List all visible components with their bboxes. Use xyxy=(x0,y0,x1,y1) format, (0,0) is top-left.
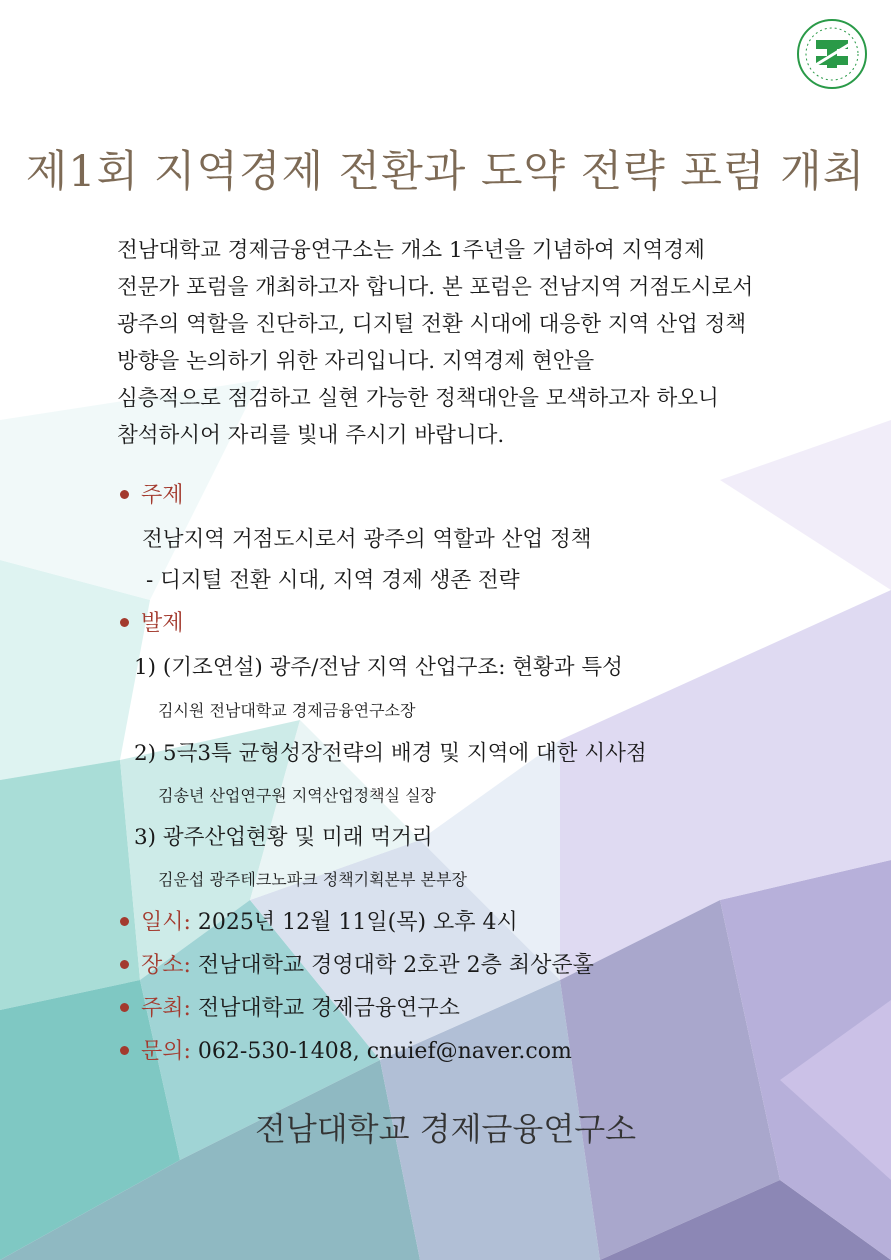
presentations-heading xyxy=(120,606,184,637)
detail-label: 장소: xyxy=(141,953,191,978)
presentation-title-3: 3) 광주산업현황 및 미래 먹거리 xyxy=(134,825,433,850)
intro-line: 광주의 역할을 진단하고, 디지털 전환 시대에 대응한 지역 산업 정책 xyxy=(117,312,747,337)
detail-label: 주최: xyxy=(141,996,191,1021)
detail-value: 전남대학교 경영대학 2호관 2층 최상준홀 xyxy=(190,953,594,978)
bullet-dot-icon xyxy=(120,917,129,926)
detail-date xyxy=(120,905,518,936)
presentation-title-1: 1) (기조연설) 광주/전남 지역 산업구조: 현황과 특성 xyxy=(134,655,623,680)
presentation-speaker-3: 김운섭 광주테크노파크 정책기획본부 본부장 xyxy=(158,870,467,889)
intro-line: 참석하시어 자리를 빛내 주시기 바랍니다. xyxy=(117,423,505,448)
detail-venue xyxy=(120,948,594,979)
detail-host xyxy=(120,991,460,1022)
intro-line: 전문가 포럼을 개최하고자 합니다. 본 포럼은 전남지역 거점도시로서 xyxy=(117,275,754,300)
institute-emblem-icon xyxy=(796,18,868,90)
detail-value: 전남대학교 경제금융연구소 xyxy=(190,996,460,1021)
detail-label: 일시: xyxy=(141,910,191,935)
detail-value: 2025년 12월 11일(목) 오후 4시 xyxy=(190,910,518,935)
intro-line: 방향을 논의하기 위한 자리입니다. 지역경제 현안을 xyxy=(117,349,595,374)
bullet-dot-icon xyxy=(120,618,129,627)
bullet-dot-icon xyxy=(120,1046,129,1055)
contact-value[interactable]: 062-530-1408, cnuief@naver.com xyxy=(190,1039,572,1064)
detail-label: 문의: xyxy=(141,1039,191,1064)
detail-contact xyxy=(120,1034,572,1065)
theme-label: 주제 xyxy=(141,483,184,508)
presentations-label: 발제 xyxy=(141,611,184,636)
bullet-dot-icon xyxy=(120,490,129,499)
theme-line-1: 전남지역 거점도시로서 광주의 역할과 산업 정책 xyxy=(142,527,592,552)
presentation-speaker-1: 김시원 전남대학교 경제금융연구소장 xyxy=(158,701,416,720)
bullet-dot-icon xyxy=(120,1003,129,1012)
organizer-footer: 전남대학교 경제금융연구소 xyxy=(254,1110,637,1148)
theme-heading xyxy=(120,478,184,509)
intro-paragraph xyxy=(117,232,817,454)
presentation-title-2: 2) 5극3특 균형성장전략의 배경 및 지역에 대한 시사점 xyxy=(134,741,647,766)
bullet-dot-icon xyxy=(120,960,129,969)
presentation-speaker-2: 김송년 산업연구원 지역산업정책실 실장 xyxy=(158,786,437,805)
page-title: 제1회 지역경제 전환과 도약 전략 포럼 개최 xyxy=(25,147,866,197)
intro-line: 심층적으로 점검하고 실현 가능한 정책대안을 모색하고자 하오니 xyxy=(117,386,719,411)
intro-line: 전남대학교 경제금융연구소는 개소 1주년을 기념하여 지역경제 xyxy=(117,238,705,263)
theme-line-2: - 디지털 전환 시대, 지역 경제 생존 전략 xyxy=(146,568,520,593)
